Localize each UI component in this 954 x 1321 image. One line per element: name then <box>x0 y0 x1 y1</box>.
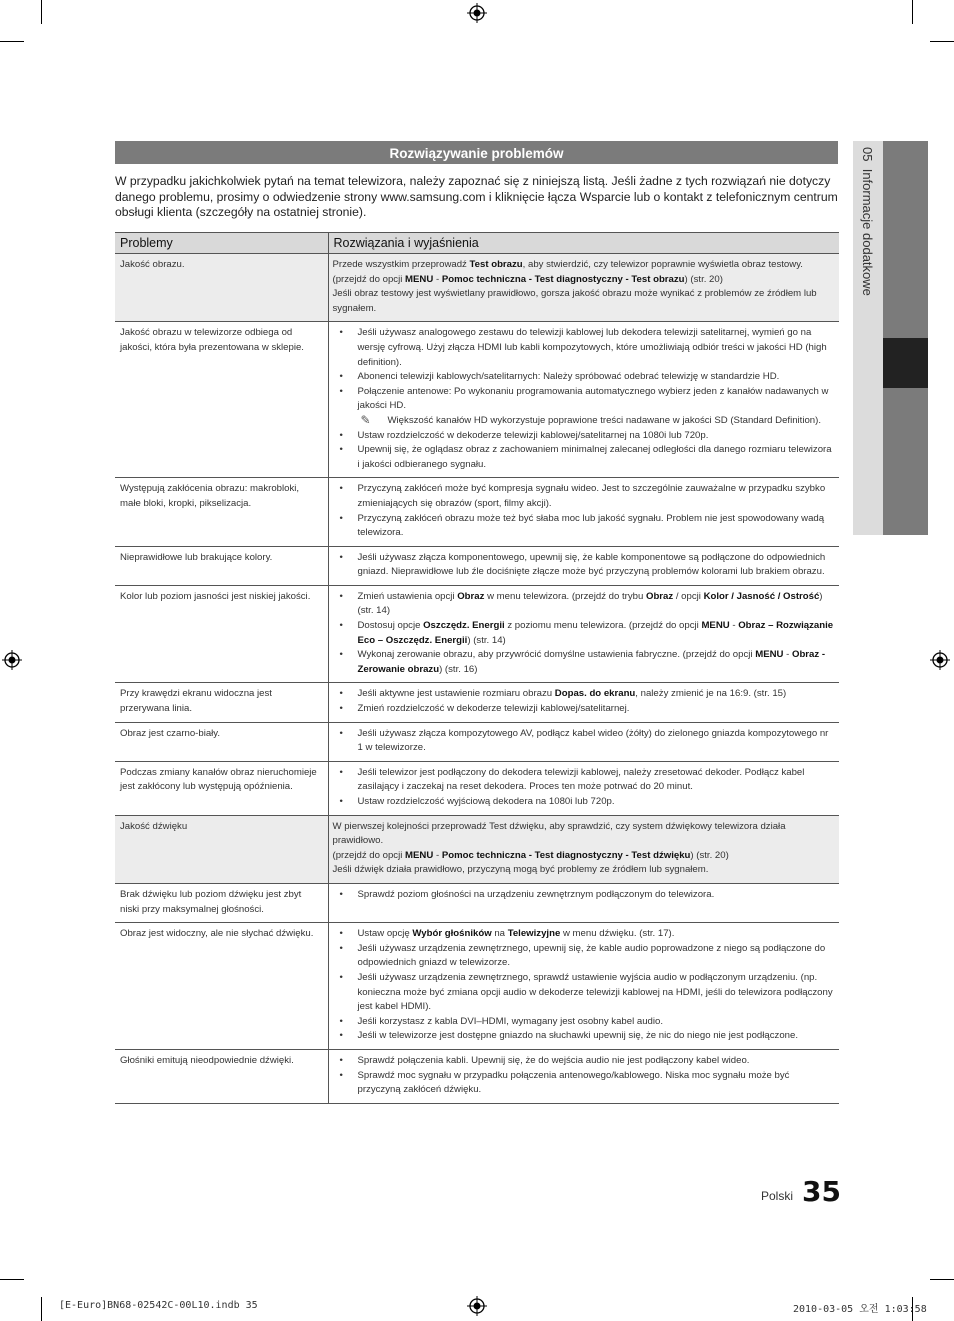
bold-term: MENU <box>701 620 730 632</box>
text-run: ) (str. 20) <box>690 849 729 861</box>
solution-cell <box>328 585 839 683</box>
bullet-list <box>333 326 836 414</box>
bullet-item <box>333 429 836 444</box>
crop-mark <box>912 0 913 24</box>
table-row <box>115 883 839 922</box>
bullet-icon: • <box>339 1030 343 1042</box>
bullet-item <box>333 512 836 541</box>
bold-term: Dopas. do ekranu <box>554 688 636 700</box>
table-row <box>115 478 839 546</box>
text-run: Zmień rozdzielczość w dekoderze telewizji kablowej/satelitarnej. <box>357 703 630 715</box>
solution-paragraph <box>333 820 836 849</box>
text-run: , aby stwierdzić, czy telewizor poprawnie wyświetla obraz testowy. (przejdź do opcji <box>332 259 803 285</box>
table-row <box>115 1049 839 1103</box>
text-run: Jeśli używasz analogowego zestawu do telewizji kablowej lub dekodera telewizji satelitarnej, wymień go na wersję cyfrową. Użyj złącza HDMI lub kabli kompozytowych, które umożliwiają odbiór treści w jakości HD (high definition). <box>357 327 827 368</box>
bullet-icon: • <box>339 688 343 700</box>
bold-term: Wybór głośników <box>412 928 492 940</box>
bullet-item <box>333 619 836 648</box>
bullet-list <box>333 590 836 678</box>
text-run: z poziomu menu telewizora. (przejdź do opcji <box>504 620 702 632</box>
table-row <box>115 815 839 883</box>
bullet-item <box>333 590 836 619</box>
text-run: Ustaw rozdzielczość wyjściową dekodera na 1080i lub 720p. <box>357 796 615 807</box>
text-run: - <box>783 649 792 661</box>
text-run: Sprawdź poziom głośności na urządzeniu zewnętrznym podłączonym do telewizora. <box>357 888 715 900</box>
bullet-list <box>333 687 836 716</box>
text-run: Jeśli aktywne jest ustawienie rozmiaru obrazu <box>357 688 555 700</box>
bullet-list <box>333 429 836 473</box>
bullet-item <box>333 648 836 677</box>
bullet-item <box>333 687 836 702</box>
page-language: Polski <box>761 1189 794 1203</box>
text-run: Jeśli używasz urządzenia zewnętrznego, upewnij się, że kable audio poprowadzone z niego są podłączone do odpowiednich gniazd w telewizorze. <box>357 942 826 969</box>
text-run: Jeśli używasz złącza kompozytowego AV, podłącz kabel wideo (żółty) do zielonego gniazda kompozytowego nr 1 w telewizorze. <box>357 727 829 754</box>
chapter-title: Informacje dodatkowe <box>860 168 875 296</box>
bullet-icon: • <box>339 1069 343 1081</box>
table-row <box>115 322 839 478</box>
bullet-icon: • <box>339 429 343 441</box>
bullet-icon: • <box>339 590 343 602</box>
solution-paragraph <box>333 849 836 864</box>
text-run: Zmień ustawienia opcji <box>357 590 458 602</box>
bullet-list <box>333 927 836 1044</box>
text-run: Przede wszystkim przeprowadź <box>332 259 470 270</box>
bullet-item <box>333 942 836 971</box>
registration-mark-icon <box>930 650 950 670</box>
bullet-icon: • <box>339 888 343 900</box>
column-header-solutions: Rozwiązania i wyjaśnienia <box>328 233 839 254</box>
table-row <box>115 722 839 761</box>
problem-cell: Obraz jest czarno-biały. <box>115 722 328 761</box>
crop-mark <box>930 41 954 42</box>
troubleshooting-table <box>115 232 839 1104</box>
registration-mark-icon <box>467 3 487 23</box>
section-title: Rozwiązywanie problemów <box>115 141 838 164</box>
table-row <box>115 254 839 322</box>
text-run: Jeśli korzystasz z kabla DVI–HDMI, wymagany jest osobny kabel audio. <box>357 1015 664 1027</box>
bullet-icon: • <box>339 371 343 383</box>
bold-term: Obraz <box>645 590 674 602</box>
bold-term: MENU <box>755 649 784 661</box>
table-row <box>115 683 839 722</box>
bold-term: MENU <box>405 273 434 285</box>
solution-cell <box>328 883 839 922</box>
text-run: - <box>729 620 739 632</box>
bullet-item <box>333 702 836 717</box>
bullet-icon: • <box>339 971 343 983</box>
bullet-list <box>333 766 836 810</box>
table-row <box>115 923 839 1050</box>
intro-paragraph: W przypadku jakichkolwiek pytań na temat telewizora, należy zapoznać się z niniejszą listą. Jeśli żadne z tych rozwiązań nie dotyczy danego problemu, prosimy o odwiedzenie strony www.samsung.com i kliknięcie łącza Wsparcie lub o kontakt z telefonicznym centrum obsługi klienta (szczegóły na ostatniej stronie). <box>115 174 838 219</box>
crop-mark <box>41 0 42 24</box>
text-run: ) (str. 14) <box>357 590 823 617</box>
crop-mark <box>0 1279 24 1280</box>
text-run: (przejdź do opcji <box>332 849 406 861</box>
problem-cell: Podczas zmiany kanałów obraz nieruchomieje jest zakłócony lub występują opóźnienia. <box>115 761 328 815</box>
text-run: Wykonaj zerowanie obrazu, aby przywrócić domyślne ustawienia fabryczne. (przejdź do opcji <box>357 649 756 661</box>
bullet-icon: • <box>339 942 343 954</box>
text-run: Jeśli dźwięk działa prawidłowo, przyczyną mogą być problemy ze źródłem lub sygnałem. <box>332 864 709 876</box>
bullet-icon: • <box>339 796 343 807</box>
text-run: Większość kanałów HD wykorzystuje poprawione treści nadawane w jakości SD (Standard Definition). <box>387 414 821 426</box>
print-date-info: 2010-03-05 오전 1:03:58 <box>793 1304 927 1315</box>
text-run: - <box>433 273 442 285</box>
solution-cell <box>328 761 839 815</box>
text-run: Abonenci telewizji kablowych/satelitarnych: Należy spróbować odebrać telewizję w standardzie HD. <box>357 371 780 383</box>
text-run: / opcji <box>673 590 704 602</box>
bullet-item <box>333 1029 836 1044</box>
crop-mark <box>930 1279 954 1280</box>
bullet-list <box>333 482 836 540</box>
text-run: Sprawdź moc sygnału w przypadku połączenia antenowego/kablowego. Niska moc sygnału może być przyczyną zakłóceń dźwięku. <box>357 1069 790 1096</box>
problem-cell: Przy krawędzi ekranu widoczna jest przerywana linia. <box>115 683 328 722</box>
solution-paragraph <box>333 863 836 878</box>
text-run: Jeśli używasz złącza komponentowego, upewnij się, że kable komponentowe są podłączone do odpowiednich gniazd. Nieprawidłowe lub źle dociśnięte złącze może być przyczyną problemów kolorami lub brakiem obrazu. <box>357 551 826 578</box>
text-run: Jeśli telewizor jest podłączony do dekodera telewizji kablowej, należy zresetować dekoder. Podłącz kabel zasilający i zaczekaj na reset dekodera. Proces ten może potrwać do 20 minut. <box>357 766 805 793</box>
text-run: w menu telewizora. (przejdź do trybu <box>484 590 646 602</box>
text-run: Dostosuj opcje <box>357 620 424 632</box>
text-run: ) (str. 16) <box>439 663 478 675</box>
problem-cell: Jakość dźwięku <box>115 815 328 883</box>
problem-cell: Głośniki emitują nieodpowiednie dźwięki. <box>115 1049 328 1103</box>
note <box>333 414 836 429</box>
problem-cell: Występują zakłócenia obrazu: makrobloki, małe bloki, kropki, pikselizacja. <box>115 478 328 546</box>
bullet-icon: • <box>339 1015 343 1027</box>
bullet-item <box>333 1054 836 1069</box>
column-header-problems: Problemy <box>115 233 328 254</box>
text-run: Połączenie antenowe: Po wykonaniu programowania automatycznego wybierz jeden z kanałów nadawanych w jakości HD. <box>357 385 829 412</box>
bold-term: Telewizyjne <box>507 928 561 940</box>
bullet-item <box>333 927 836 942</box>
text-run: - <box>433 849 442 861</box>
text-run: ) (str. 14) <box>467 634 506 646</box>
bullet-list <box>333 1054 836 1098</box>
solution-cell <box>328 722 839 761</box>
solution-cell <box>328 254 839 322</box>
bullet-icon: • <box>339 766 343 778</box>
problem-cell: Jakość obrazu. <box>115 254 328 322</box>
solution-paragraph <box>333 287 836 316</box>
problem-cell: Brak dźwięku lub poziom dźwięku jest zbyt niski przy maksymalnej głośności. <box>115 883 328 922</box>
solution-cell <box>328 683 839 722</box>
text-run: w menu dźwięku. (str. 17). <box>560 928 675 940</box>
bullet-icon: • <box>339 1054 343 1066</box>
bold-term: Pomoc techniczna - Test diagnostyczny - Test dźwięku <box>441 849 691 861</box>
text-run: na <box>491 928 508 940</box>
crop-mark <box>41 1297 42 1321</box>
bullet-item <box>333 971 836 1015</box>
bold-term: Kolor / Jasność / Ostrość <box>703 590 820 602</box>
bullet-list <box>333 888 836 903</box>
text-run: , należy zmienić je na 16:9. (str. 15) <box>635 688 787 700</box>
print-file-info: [E-Euro]BN68-02542C-00L10.indb 35 <box>59 1300 258 1311</box>
bullet-icon: • <box>339 385 343 397</box>
text-run: W pierwszej kolejności przeprowadź Test dźwięku, aby sprawdzić, czy system dźwiękowy telewizora działa prawidłowo. <box>332 820 786 847</box>
bullet-item <box>333 385 836 414</box>
bold-term: Oszczędz. Energii <box>423 620 505 632</box>
bullet-icon: • <box>339 649 343 661</box>
chapter-tab-bar <box>883 388 928 535</box>
solution-cell <box>328 546 839 585</box>
bold-term: Obraz <box>457 590 485 602</box>
bullet-icon: • <box>339 703 343 715</box>
text-run: Jeśli w telewizorze jest dostępne gniazdo na słuchawki upewnij się, że nic do niego nie jest podłączone. <box>357 1030 799 1042</box>
registration-mark-icon <box>467 1296 487 1316</box>
bullet-item <box>333 766 836 795</box>
chapter-tab-indicator <box>883 338 928 388</box>
problem-cell: Jakość obrazu w telewizorze odbiega od jakości, która była prezentowana w sklepie. <box>115 322 328 478</box>
bullet-icon: • <box>339 444 343 456</box>
bold-term: Obraz – Rozwiązanie Eco – Oszczędz. Energii <box>357 620 834 646</box>
solution-cell <box>328 815 839 883</box>
bold-term: Pomoc techniczna - Test diagnostyczny - Test obrazu <box>441 273 685 285</box>
chapter-tab-label <box>860 147 875 296</box>
text-run: Przyczyną zakłóceń może być kompresja sygnału wideo. Jest to szczególnie zauważalne w przypadku szybko zmieniających się obrazów (sport, filmy akcji). <box>357 483 826 509</box>
table-row <box>115 546 839 585</box>
bullet-item <box>333 551 836 580</box>
problem-cell: Obraz jest widoczny, ale nie słychać dźwięku. <box>115 923 328 1050</box>
bullet-icon: • <box>339 620 343 632</box>
table-row <box>115 761 839 815</box>
bold-term: Obraz - Zerowanie obrazu <box>357 649 826 675</box>
crop-mark <box>0 41 24 42</box>
solution-cell <box>328 923 839 1050</box>
page-number: 35 <box>802 1175 841 1208</box>
text-run: Przyczyną zakłóceń obrazu może też być słaba moc lub jakość sygnału. Problem nie jest spowodowany wadą telewizora. <box>357 512 825 539</box>
bold-term: Test obrazu <box>469 259 523 270</box>
note-pencil-icon: ✎ <box>360 412 371 427</box>
solution-cell <box>328 1049 839 1103</box>
bullet-icon: • <box>339 928 343 940</box>
text-run: Upewnij się, że oglądasz obraz z zachowaniem minimalnej zalecanej odległości dla danego rozmiaru telewizora i jakości odbieranego sygnału. <box>357 444 832 470</box>
solution-cell <box>328 322 839 478</box>
bullet-item <box>333 1069 836 1098</box>
bullet-icon: • <box>339 483 343 495</box>
text-run: Ustaw rozdzielczość w dekoderze telewizji kablowej/satelitarnej na 1080i lub 720p. <box>357 429 709 441</box>
problem-cell: Nieprawidłowe lub brakujące kolory. <box>115 546 328 585</box>
bullet-list <box>333 551 836 580</box>
text-run: Ustaw opcję <box>357 928 413 940</box>
bullet-icon: • <box>339 327 343 339</box>
chapter-tab-bar <box>883 141 928 338</box>
bullet-item <box>333 888 836 903</box>
registration-mark-icon <box>2 650 22 670</box>
bullet-icon: • <box>339 512 343 524</box>
solution-cell <box>328 478 839 546</box>
text-run: Sprawdź połączenia kabli. Upewnij się, że do wejścia audio nie jest podłączony kabel wideo. <box>357 1054 750 1066</box>
text-run: Jeśli obraz testowy jest wyświetlany prawidłowo, gorsza jakość obrazu może wynikać z problemów ze źródłem lub sygnałem. <box>332 288 817 314</box>
bullet-icon: • <box>339 727 343 739</box>
bullet-item <box>333 370 836 385</box>
bullet-item <box>333 482 836 511</box>
bullet-list <box>333 727 836 756</box>
bold-term: MENU <box>405 849 434 861</box>
bullet-item <box>333 795 836 810</box>
text-run: Jeśli używasz urządzenia zewnętrznego, sprawdź ustawienie wyjścia audio w podłączonym urządzeniu. (np. konieczna może być zmiana opcji audio w dekoderze telewizji kablowej na HDMI, jeśli do telewizora podłączony jest kabel HDMI). <box>357 971 833 1013</box>
bullet-item <box>333 727 836 756</box>
text-run: ) (str. 20) <box>684 273 723 285</box>
table-row <box>115 585 839 683</box>
bullet-item <box>333 1015 836 1030</box>
bullet-icon: • <box>339 551 343 563</box>
solution-paragraph <box>333 258 836 287</box>
problem-cell: Kolor lub poziom jasności jest niskiej jakości. <box>115 585 328 683</box>
bullet-item <box>333 443 836 472</box>
chapter-number: 05 <box>860 147 875 162</box>
bullet-item <box>333 326 836 370</box>
table-header-row <box>115 233 839 254</box>
